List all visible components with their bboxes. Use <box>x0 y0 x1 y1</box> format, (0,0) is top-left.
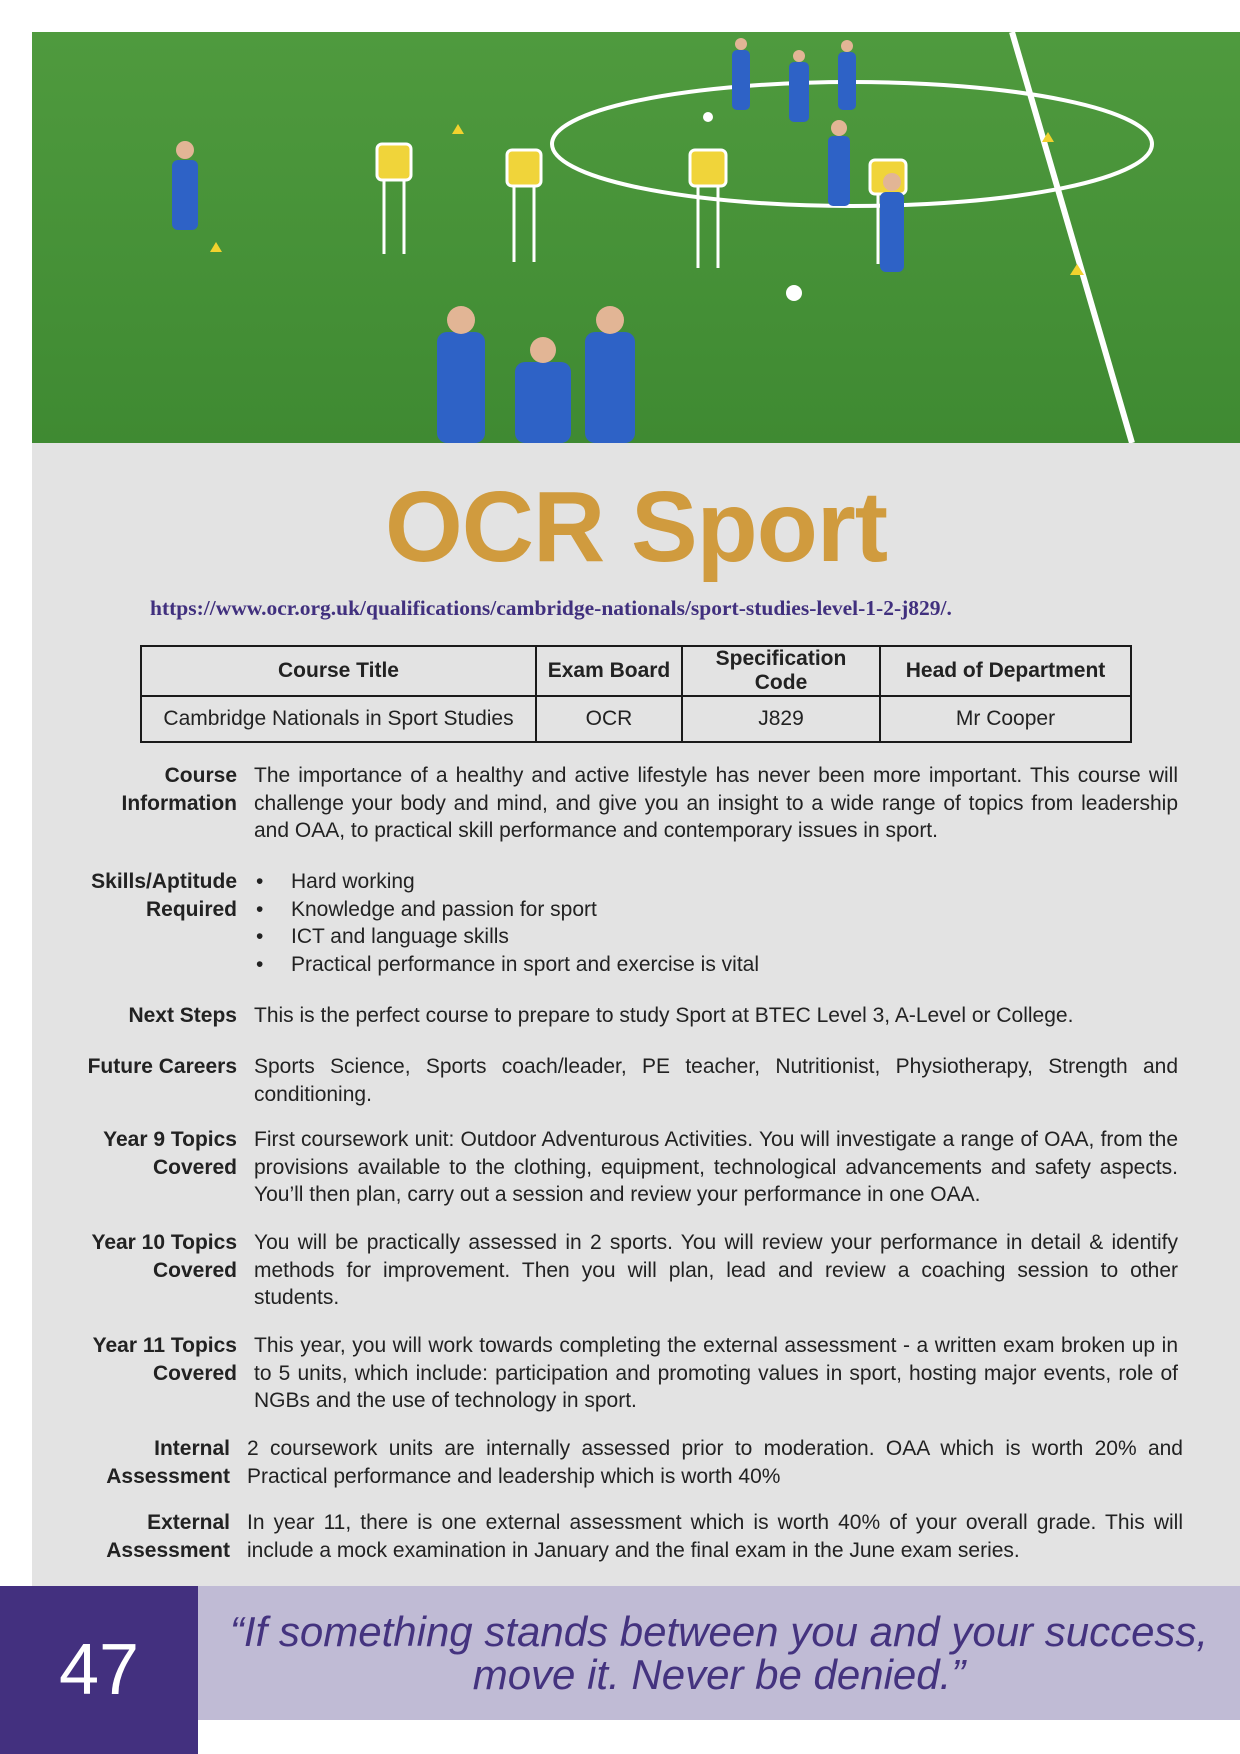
label-line: Year 9 Topics <box>103 1128 237 1151</box>
table-row <box>141 696 1131 742</box>
quote-line: “If something stands between you and your success, <box>229 1608 1209 1655</box>
label-line: Skills/Aptitude <box>91 870 237 893</box>
label-line: Information <box>121 791 237 815</box>
table-header-row <box>141 646 1131 696</box>
table-header: Specification Code <box>682 646 880 696</box>
section-label <box>0 1509 230 1564</box>
section-body: 2 coursework units are internally assessed prior to moderation. OAA which is worth 20% and Practical performance and leadership which is worth 40% <box>247 1437 1183 1488</box>
label-line: Assessment <box>106 1464 230 1488</box>
page-title: OCR Sport <box>384 471 888 583</box>
section-body: You will be practically assessed in 2 sports. You will review your performance in detail & identify methods for improvement. Then you will plan, lead and review a coaching session to other students. <box>254 1231 1178 1309</box>
list-item: • Knowledge and passion for sport <box>254 896 1178 924</box>
section-label <box>0 762 237 817</box>
section-label <box>0 868 237 923</box>
course-link[interactable]: https://www.ocr.org.uk/qualifications/cambridge-nationals/sport-studies-level-1-2-j829/. <box>150 596 952 620</box>
section-body: In year 11, there is one external assessment which is worth 40% of your overall grade. This will include a mock examination in January and the final exam in the June exam series. <box>247 1511 1183 1562</box>
page-number: 47 <box>0 1586 198 1754</box>
section-body: Sports Science, Sports coach/leader, PE teacher, Nutritionist, Physiotherapy, Strength and conditioning. <box>254 1055 1178 1106</box>
table-header: Course Title <box>141 646 536 696</box>
list-item: • Practical performance in sport and exercise is vital <box>254 951 1178 979</box>
list-item: • Hard working <box>254 868 1178 896</box>
section-label <box>0 1053 237 1081</box>
section-body: The importance of a healthy and active lifestyle has never been more important. This course will challenge your body and mind, and give you an insight to a wide range of topics from leadership and OAA, to practical skill performance and contemporary issues in sport. <box>254 764 1178 842</box>
header-photo <box>32 32 1240 443</box>
section-label <box>0 1126 237 1181</box>
list-item: • ICT and language skills <box>254 923 1178 951</box>
table-header: Head of Department <box>880 646 1131 696</box>
label-line: Internal <box>154 1437 230 1460</box>
table-header: Exam Board <box>536 646 682 696</box>
section-body: This is the perfect course to prepare to study Sport at BTEC Level 3, A-Level or College. <box>254 1004 1074 1027</box>
course-table <box>140 645 1132 743</box>
label-line: Covered <box>152 1155 237 1179</box>
label-line: Covered <box>152 1361 237 1385</box>
table-cell: OCR <box>536 696 682 742</box>
quote-line: move it. Never be denied.” <box>472 1651 966 1698</box>
label-line: Course <box>164 764 237 787</box>
table-cell: J829 <box>682 696 880 742</box>
label-line: Future Careers <box>87 1055 237 1078</box>
label-line: Year 10 Topics <box>91 1231 237 1254</box>
section-label <box>0 1332 237 1387</box>
section-label <box>0 1229 237 1284</box>
section-body: First coursework unit: Outdoor Adventurous Activities. You will investigate a range of OAA, from the provisions available to the clothing, equipment, technological advancements and safety aspects. You’ll then plan, carry out a session and review your performance in one OAA. <box>254 1128 1178 1206</box>
section-label <box>0 1002 237 1030</box>
label-line: Year 11 Topics <box>92 1334 237 1357</box>
label-line: Next Steps <box>128 1004 237 1027</box>
table-cell: Cambridge Nationals in Sport Studies <box>141 696 536 742</box>
table-cell: Mr Cooper <box>880 696 1131 742</box>
label-line: External <box>147 1511 230 1534</box>
label-line: Covered <box>152 1258 237 1282</box>
label-line: Required <box>145 897 237 921</box>
label-line: Assessment <box>106 1538 230 1562</box>
section-body: This year, you will work towards completing the external assessment - a written exam broken up in to 5 units, which include: participation and promoting values in sport, hosting major events, role of NGBs and the use of technology in sport. <box>254 1334 1178 1412</box>
footer-quote <box>198 1586 1240 1720</box>
section-label <box>0 1435 230 1490</box>
skills-list <box>254 868 1178 978</box>
